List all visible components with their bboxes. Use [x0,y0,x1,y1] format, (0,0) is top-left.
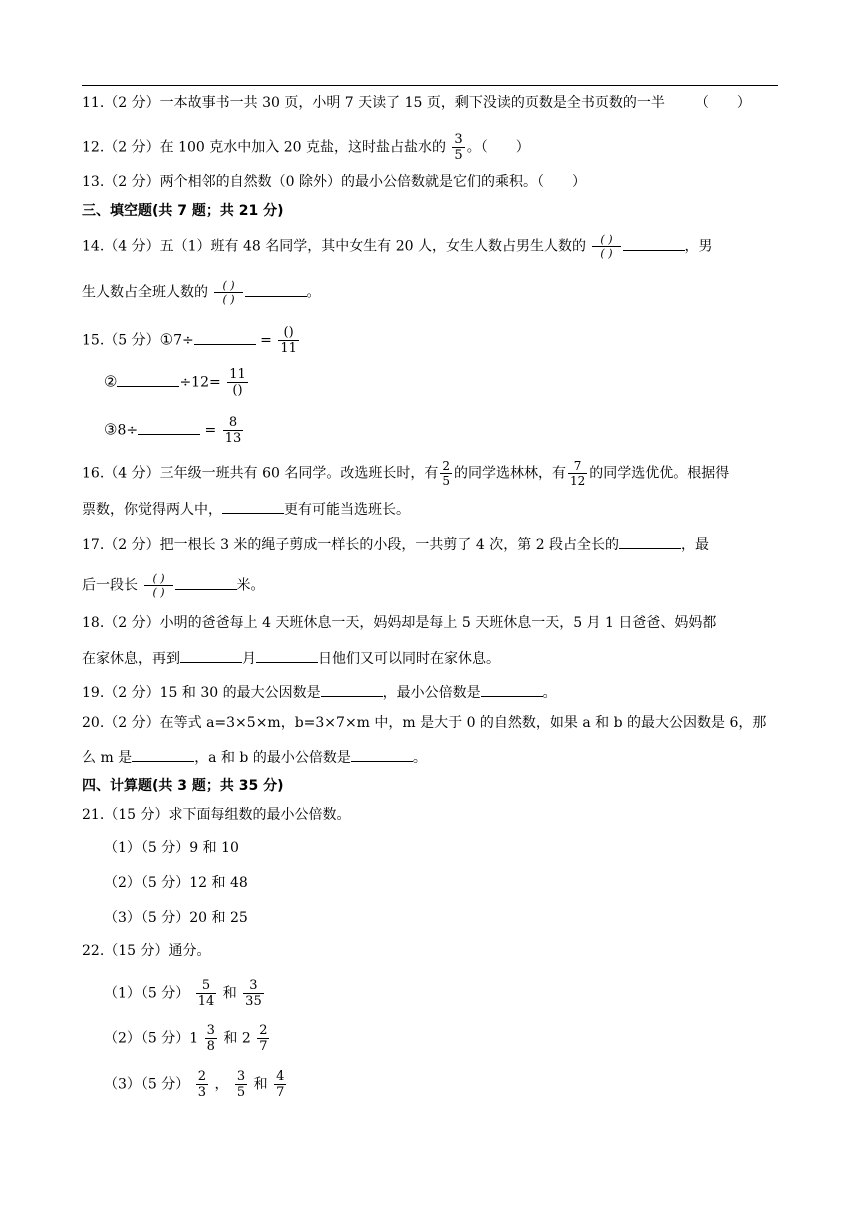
question-score: （15 分） [104,943,169,959]
fraction: $\frac{()}{11}$ [280,325,297,356]
question-score: （2 分） [104,685,160,701]
question-text: 在 100 克水中加入 20 克盐，这时盐占盐水的 [159,139,446,156]
question-16 [82,460,729,487]
question-text: 么 m 是 [82,750,133,766]
question-score: （2 分） [104,715,160,731]
question-text: 米。 [236,577,265,594]
question-22-item-3 [104,1070,288,1099]
fraction: $\frac{7}{12}$ [569,459,586,488]
section-heading-calculation: 四、计算题(共 3 题；共 35 分) [82,778,284,794]
question-21-item-1: （1）（5 分）9 和 10 [104,840,239,856]
question-16-line2 [82,499,410,520]
question-number: 13. [82,174,105,190]
question-text: 7÷ [173,332,194,349]
question-18 [82,613,716,633]
question-11 [82,93,751,113]
answer-paren[interactable]: 。（ ） [466,139,530,156]
question-number: 20. [82,715,105,731]
question-number: 12. [82,139,105,156]
blank-fraction: $\frac{( )}{( )}$ [144,573,172,598]
question-number: 15. [82,332,105,349]
question-number: 16. [82,465,105,482]
question-text: 三年级一班共有 60 名同学。改选班长时，有 [159,465,439,482]
answer-blank[interactable] [245,282,307,297]
question-text: 求下面每组数的最小公倍数。 [168,807,351,823]
item-label: （2）（5 分） [104,1030,190,1047]
fraction: $\frac{8}{13}$ [224,415,242,446]
answer-blank[interactable] [175,575,237,590]
question-number: 18. [82,615,105,631]
item-marker: ① [159,330,174,349]
question-number: 14. [82,238,105,255]
question-15-part3 [104,416,245,445]
answer-blank[interactable] [256,648,318,663]
whole-number: 1 [189,1030,199,1047]
fraction: $\frac{3}{35}$ [245,978,262,1009]
question-text: 把一根长 3 米的绳子剪成一样长的小段，一共剪了 4 次，第 2 段占全长的 [159,537,620,553]
question-18-line2 [82,648,500,669]
question-text: 生人数占全班人数的 [82,284,208,301]
answer-blank[interactable] [623,236,685,251]
question-text: 15 和 30 的最大公因数是 [159,685,321,701]
question-22-item-1 [104,979,266,1008]
item-marker: ② [104,372,118,391]
fraction: $\frac{2}{7}$ [259,1023,268,1054]
answer-blank[interactable] [481,682,543,697]
item-label: （3）（5 分） [104,1076,190,1093]
question-text: 五（1）班有 48 名同学，其中女生有 20 人，女生人数占男生人数的 [159,238,586,255]
separator: ， [214,1076,229,1093]
question-score: （2 分） [104,615,160,631]
question-score: （5 分） [104,332,160,349]
item-label: （1）（5 分） [104,985,190,1002]
question-text: ，男 [684,238,713,255]
equals-sign: = [260,332,272,349]
answer-blank[interactable] [351,747,413,762]
item-marker: ③ [104,420,118,439]
question-text: 小明的爸爸每上 4 天班休息一天，妈妈却是每上 5 天班休息一天，5 月 1 日爸爸、妈妈都 [159,615,717,631]
fraction: $\frac{2}{3}$ [197,1069,206,1100]
question-text: 更有可能当选班长。 [284,502,410,518]
answer-blank[interactable] [194,330,256,345]
question-text: ÷12= [179,374,221,391]
question-22 [82,941,211,961]
section-heading-fill-in: 三、填空题(共 7 题；共 21 分) [82,203,284,219]
question-text: 。 [412,750,427,766]
question-21 [82,805,351,825]
question-number: 19. [82,685,105,701]
question-text: 后一段长 [82,577,138,594]
answer-blank[interactable] [321,682,383,697]
question-13 [82,172,586,192]
fraction: $\frac{3}{8}$ [206,1023,215,1054]
answer-blank[interactable] [222,499,284,514]
question-score: （15 分） [104,807,169,823]
question-20-line2 [82,747,427,768]
fraction: $\frac{5}{14}$ [197,978,215,1009]
answer-paren[interactable]: （ ） [694,95,751,111]
question-12 [82,133,530,162]
question-19 [82,682,557,703]
answer-blank[interactable] [180,648,242,663]
question-score: （2 分） [104,174,160,190]
blank-fraction: $\frac{( )}{( )}$ [592,234,620,259]
question-text: 和 2 [223,1030,251,1047]
question-text: ，最小公倍数是 [382,685,481,701]
question-text: 和 [222,985,237,1002]
question-number: 17. [82,537,105,553]
question-number: 11. [82,95,105,111]
fraction: $\frac{11}{()}$ [229,367,246,398]
answer-blank[interactable] [132,747,194,762]
equals-sign: = [204,422,217,439]
answer-blank[interactable] [138,420,200,435]
question-14 [82,234,713,259]
question-text: 日他们又可以同时在家休息。 [318,651,500,667]
question-text: ，最 [681,537,710,553]
question-text: 和 [253,1076,268,1093]
question-21-item-2: （2）（5 分）12 和 48 [104,875,248,891]
fraction: $\frac{3}{5}$ [236,1069,246,1100]
answer-blank[interactable] [117,372,179,387]
question-text: 的同学选林林，有 [453,465,566,482]
question-21-item-3: （3）（5 分）20 和 25 [104,910,248,926]
question-15-part2 [104,368,250,397]
question-text: 一本故事书一共 30 页，小明 7 天读了 15 页，剩下没读的页数是全书页数的一半 [159,95,665,111]
question-text: 通分。 [168,943,211,959]
question-text: 两个相邻的自然数（0 除外）的最小公倍数就是它们的乘积。（ ） [159,174,586,190]
question-22-item-2 [104,1024,271,1053]
question-15 [82,326,301,355]
question-number: 21. [82,807,105,823]
question-score: （2 分） [104,139,160,156]
question-score: （2 分） [104,95,160,111]
question-text: 月 [242,651,256,667]
fraction: $\frac{4}{7}$ [276,1069,285,1100]
question-score: （4 分） [104,465,160,482]
question-text: 。 [542,685,557,701]
question-text: 在等式 a=3×5×m，b=3×7×m 中，m 是大于 0 的自然数，如果 a 和 b 的最大公因数是 6，那 [159,715,767,731]
top-rule [82,85,778,86]
question-20 [82,713,766,733]
question-text: 在家休息，再到 [82,651,180,667]
question-text: ，a 和 b 的最小公倍数是 [194,750,351,766]
fraction: $\frac{2}{5}$ [442,459,450,488]
question-17 [82,534,709,555]
question-text: 的同学选优优。根据得 [589,465,730,482]
question-score: （2 分） [104,537,160,553]
question-score: （4 分） [104,238,160,255]
blank-fraction: $\frac{( )}{( )}$ [214,280,242,305]
question-text: 8÷ [117,422,139,439]
question-number: 22. [82,943,105,959]
question-14-line2 [82,280,321,305]
question-text: 。 [306,284,321,301]
question-17-line2 [82,573,265,598]
fraction: $\frac{3}{5}$ [454,132,463,163]
answer-blank[interactable] [619,534,681,549]
question-text: 票数，你觉得两人中， [82,502,222,518]
